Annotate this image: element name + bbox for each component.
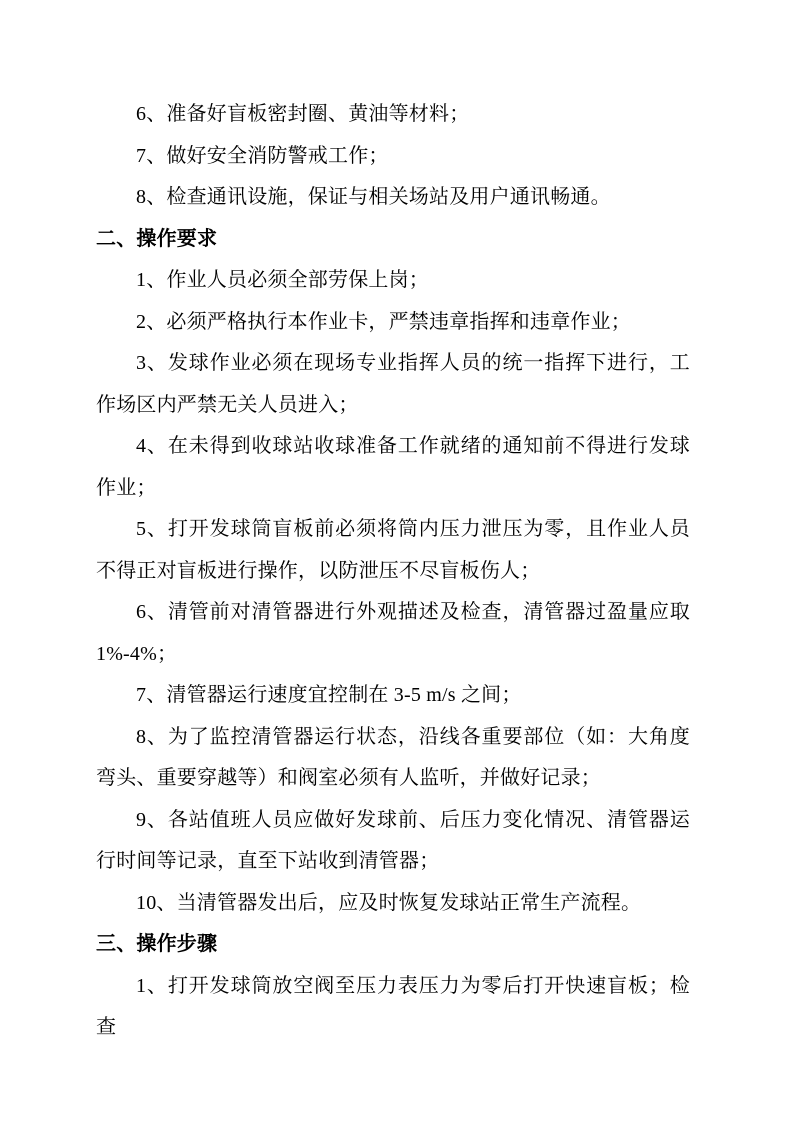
list-item: 5、打开发球筒盲板前必须将筒内压力泄压为零，且作业人员不得正对盲板进行操作，以防泄压不尽盲板伤人； bbox=[96, 518, 690, 582]
list-item: 6、清管前对清管器进行外观描述及检查，清管器过盈量应取 1%-4%； bbox=[96, 601, 690, 665]
list-item: 8、检查通讯设施，保证与相关场站及用户通讯畅通。 bbox=[136, 186, 611, 208]
list-item: 9、各站值班人员应做好发球前、后压力变化情况、清管器运行时间等记录，直至下站收到清管器； bbox=[96, 808, 690, 872]
list-item: 7、清管器运行速度宜控制在 3-5 m/s 之间； bbox=[136, 684, 522, 706]
list-item: 7、做好安全消防警戒工作； bbox=[136, 144, 389, 167]
list-item: 2、必须严格执行本作业卡，严禁违章指挥和违章作业； bbox=[136, 310, 631, 333]
list-item: 10、当清管器发出后，应及时恢复发球站正常生产流程。 bbox=[136, 891, 642, 914]
list-item: 6、准备好盲板密封圈、黄油等材料； bbox=[136, 103, 470, 125]
list-item: 8、为了监控清管器运行状态，沿线各重要部位（如：大角度弯头、重要穿越等）和阀室必须有人监听，并做好记录； bbox=[96, 725, 690, 789]
section-heading: 二、操作要求 bbox=[96, 227, 218, 250]
list-item: 4、在未得到收球站收球准备工作就绪的通知前不得进行发球作业； bbox=[96, 435, 690, 499]
list-item: 3、发球作业必须在现场专业指挥人员的统一指挥下进行，工作场区内严禁无关人员进入； bbox=[96, 352, 690, 416]
list-item: 1、打开发球筒放空阀至压力表压力为零后打开快速盲板；检查 bbox=[96, 974, 690, 1038]
section-heading: 三、操作步骤 bbox=[96, 933, 218, 955]
list-item: 1、作业人员必须全部劳保上岗； bbox=[136, 269, 429, 291]
